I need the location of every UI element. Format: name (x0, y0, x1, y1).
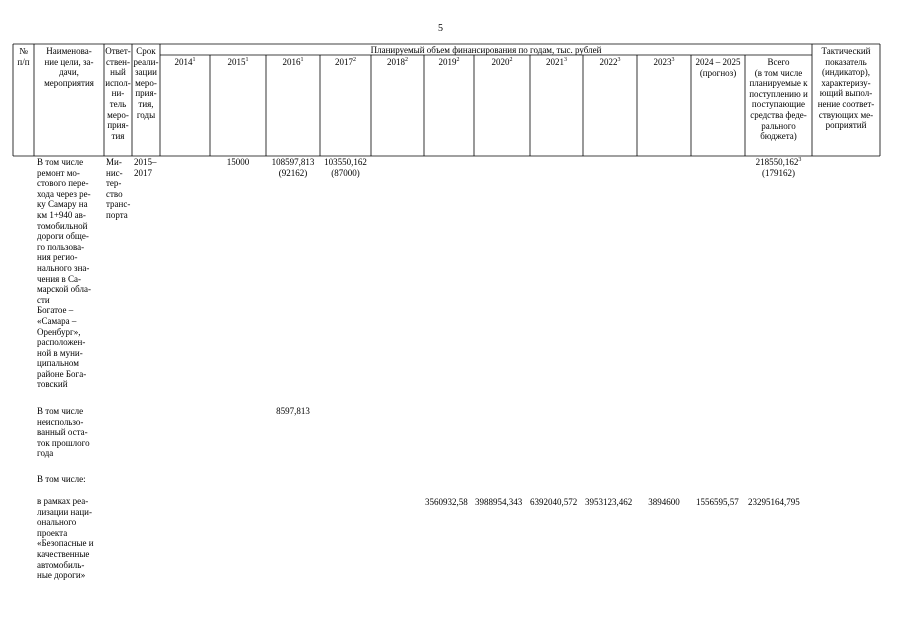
header-year-2016: 2016$^1$ (282, 57, 304, 67)
row2-name: В том числе неиспользо- ванный оста- ток прошлого года (37, 406, 90, 459)
row4-value-2020: 3988954,343 (475, 497, 523, 507)
row4-value-2019: 3560932,58 (425, 497, 468, 507)
row4-total: 23295164,795 (748, 497, 800, 507)
header-name: Наименова- ние цели, за- дачи, мероприятия (44, 46, 94, 88)
row1-responsible: Ми- нис- тер- ство транс- порта (106, 157, 131, 220)
row1-total: 218550,162$^3$ (179162) (755, 157, 802, 178)
header-year-2023: 2023$^3$ (653, 57, 675, 67)
header-term: Срок реали- зации меро- прия- тия, годы (133, 46, 159, 120)
row4-forecast: 1556595,57 (696, 497, 739, 507)
row1-value-2016: 108597,813 (92162) (271, 157, 315, 178)
header-total: Всего (в том числе планируемые к поступлению и поступающие средства феде- рального бюджета) (749, 57, 808, 142)
row1-value-2015: 15000 (226, 157, 250, 167)
row4-name: в рамках реа- лизации наци- онального проекта «Безопасные и качественные автомобиль- ные дороги» (37, 496, 94, 581)
page-number: 5 (438, 23, 443, 34)
header-year-2022: 2022$^3$ (599, 57, 621, 67)
row1-name: В том числе ремонт мо- стового пере- хода через ре- ку Самару на км 1+940 ав- томобильной дороги обще- го пользова- ния регио- нального зна- чения в Са- марской обла- сти Богатое – «Самара – Оренбург», расположен- ной в муни- ципальном районе Бога- товский (37, 157, 91, 390)
header-planned-title: Планируемый объем финансирования по годам, тыс. рублей (370, 45, 602, 55)
header-year-2017: 2017$^2$ (335, 57, 356, 67)
header-indicator: Тактический показатель (индикатор), характеризу- ющий выпол- нение соответ- ствующих ме- роприятий (817, 46, 875, 131)
header-year-2020: 2020$^2$ (491, 57, 513, 67)
row1-value-2017: 103550,162 (87000) (324, 157, 367, 178)
header-forecast: 2024 – 2025 (прогноз) (695, 57, 741, 78)
header-year-2018: 2018$^2$ (387, 57, 408, 67)
row3-name: В том числе: (37, 474, 86, 484)
header-year-2019: 2019$^2$ (438, 57, 460, 67)
row4-value-2023: 3894600 (648, 497, 680, 507)
header-year-2014: 2014$^1$ (174, 57, 196, 67)
header-year-2015: 2015$^1$ (227, 57, 249, 67)
row2-value-2016: 8597,813 (276, 406, 310, 416)
header-num: № п/п (17, 46, 30, 67)
row4-value-2022: 3953123,462 (585, 497, 633, 507)
header-responsible: Ответ- ствен- ный испол- ни- тель меро- прия- тия (105, 46, 131, 141)
row4-value-2021: 6392040,572 (530, 497, 578, 507)
row1-term: 2015– 2017 (134, 157, 157, 178)
header-year-2021: 2021$^3$ (546, 57, 567, 67)
